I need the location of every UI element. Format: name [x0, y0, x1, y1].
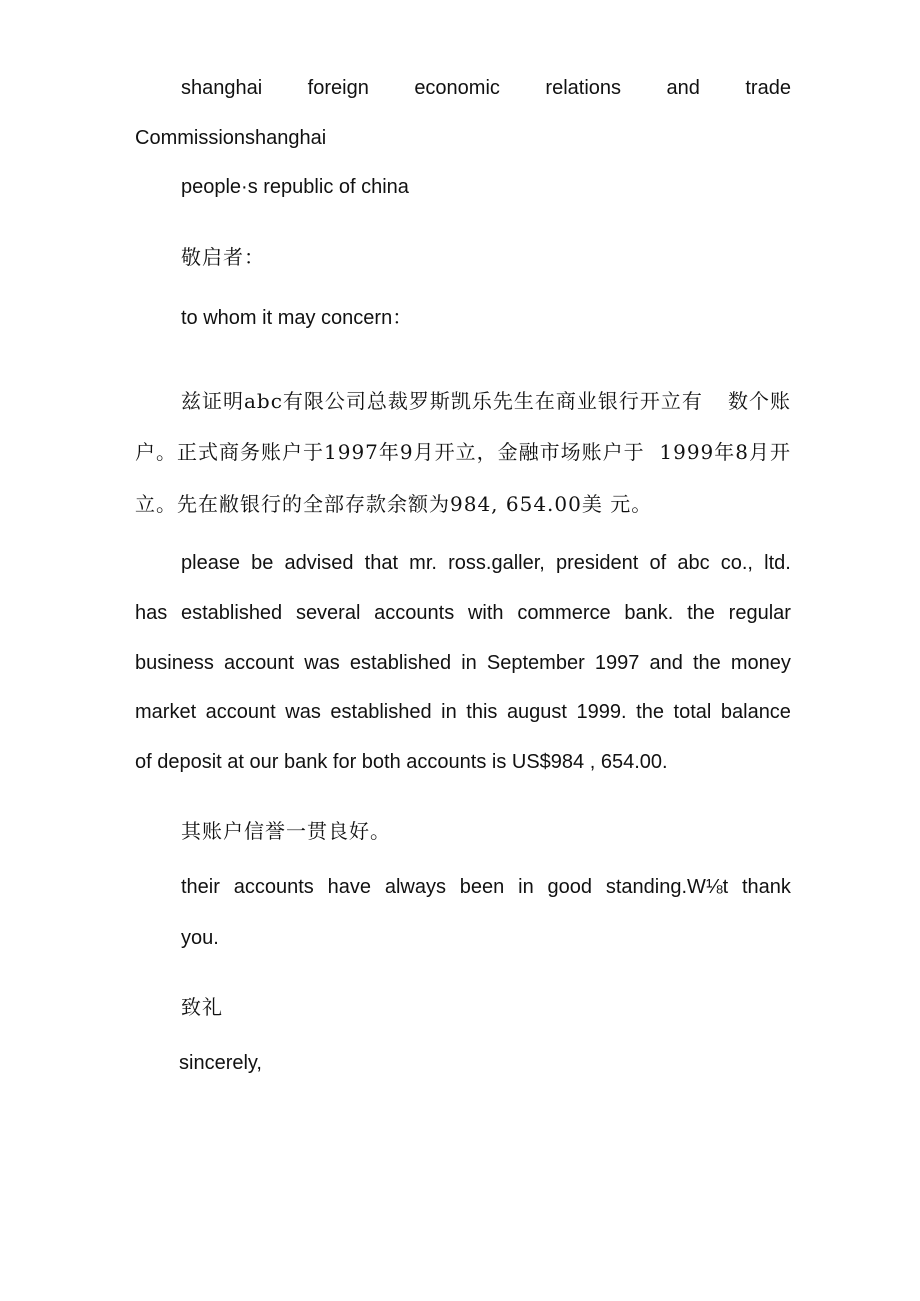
word: shanghai: [181, 77, 263, 99]
word: abc: [677, 552, 710, 574]
word: in: [518, 876, 534, 898]
salutation-en: to whom it may concern：: [181, 307, 413, 329]
word: thank: [741, 876, 791, 898]
text-run: 户。正式商务账户于1997年9月开立，金融市场账户于: [135, 440, 645, 464]
word: regular: [728, 602, 791, 624]
word: several: [295, 602, 361, 624]
para-en-2-line-2: you.: [181, 927, 219, 949]
word: account: [205, 701, 276, 723]
para-en-1-line-1: [181, 551, 791, 575]
word: total: [673, 701, 712, 723]
word: 1997: [594, 652, 640, 674]
word: and: [666, 77, 700, 99]
word: commerce: [517, 602, 611, 624]
word: been: [459, 876, 505, 898]
word: foreign: [307, 77, 369, 99]
word: president: [556, 552, 639, 574]
word: economic: [414, 77, 500, 99]
word: the: [692, 652, 721, 674]
para-zh-1-line-3: 立。先在敝银行的全部存款余额为984, 654.00美 元。: [135, 492, 653, 516]
word: was: [304, 652, 340, 674]
word: the: [687, 602, 715, 624]
word: mr.: [409, 552, 437, 574]
word: this: [466, 701, 498, 723]
word: established: [349, 652, 452, 674]
word: of: [649, 552, 667, 574]
word: august: [506, 701, 567, 723]
word: standing.W⅛t: [605, 876, 729, 898]
word: market: [135, 701, 197, 723]
address-line-3: people·s republic of china: [181, 176, 409, 198]
word: in: [441, 701, 457, 723]
word: ross.galler,: [448, 552, 545, 574]
word: advised: [284, 552, 354, 574]
word: has: [135, 602, 168, 624]
word: with: [467, 602, 504, 624]
word: ltd.: [764, 552, 791, 574]
word: September: [486, 652, 585, 674]
word: business: [135, 652, 214, 674]
word: money: [730, 652, 791, 674]
word: good: [547, 876, 593, 898]
closing-en: sincerely,: [179, 1052, 262, 1074]
word: that: [364, 552, 398, 574]
para-en-1-line-2: [135, 601, 791, 625]
word: please: [181, 552, 240, 574]
text-run: 兹证明abc有限公司总裁罗斯凯乐先生在商业银行开立有: [181, 389, 703, 413]
address-line-2: Commissionshanghai: [135, 127, 327, 149]
word: and: [649, 652, 683, 674]
para-zh-1-line-1: [181, 389, 791, 413]
text-run: 1999年8月开: [659, 440, 791, 464]
word: established: [330, 701, 432, 723]
word: established: [181, 602, 283, 624]
para-zh-2: 其账户信誉一贯良好。: [181, 819, 391, 843]
address-line-1: [181, 76, 791, 100]
word: the: [636, 701, 664, 723]
word: their: [181, 876, 220, 898]
word: accounts: [233, 876, 314, 898]
text-run: 数个账: [728, 389, 791, 413]
word: trade: [745, 77, 791, 99]
word: relations: [545, 77, 622, 99]
word: in: [461, 652, 477, 674]
para-zh-1-line-2: [135, 440, 791, 464]
word: accounts: [374, 602, 455, 624]
word: be: [251, 552, 274, 574]
para-en-1-line-3: [135, 651, 791, 675]
word: account: [224, 652, 295, 674]
word: balance: [720, 701, 791, 723]
word: co.,: [720, 552, 753, 574]
word: always: [384, 876, 446, 898]
closing-zh: 致礼: [181, 995, 223, 1019]
word: have: [327, 876, 371, 898]
word: bank.: [624, 602, 674, 624]
salutation-zh: 敬启者：: [181, 245, 265, 269]
para-en-2-line-1: [181, 875, 791, 899]
word: 1999.: [576, 701, 627, 723]
word: was: [285, 701, 321, 723]
para-en-1-line-5: of deposit at our bank for both accounts is US$984 , 654.00.: [135, 751, 668, 773]
para-en-1-line-4: [135, 700, 791, 724]
